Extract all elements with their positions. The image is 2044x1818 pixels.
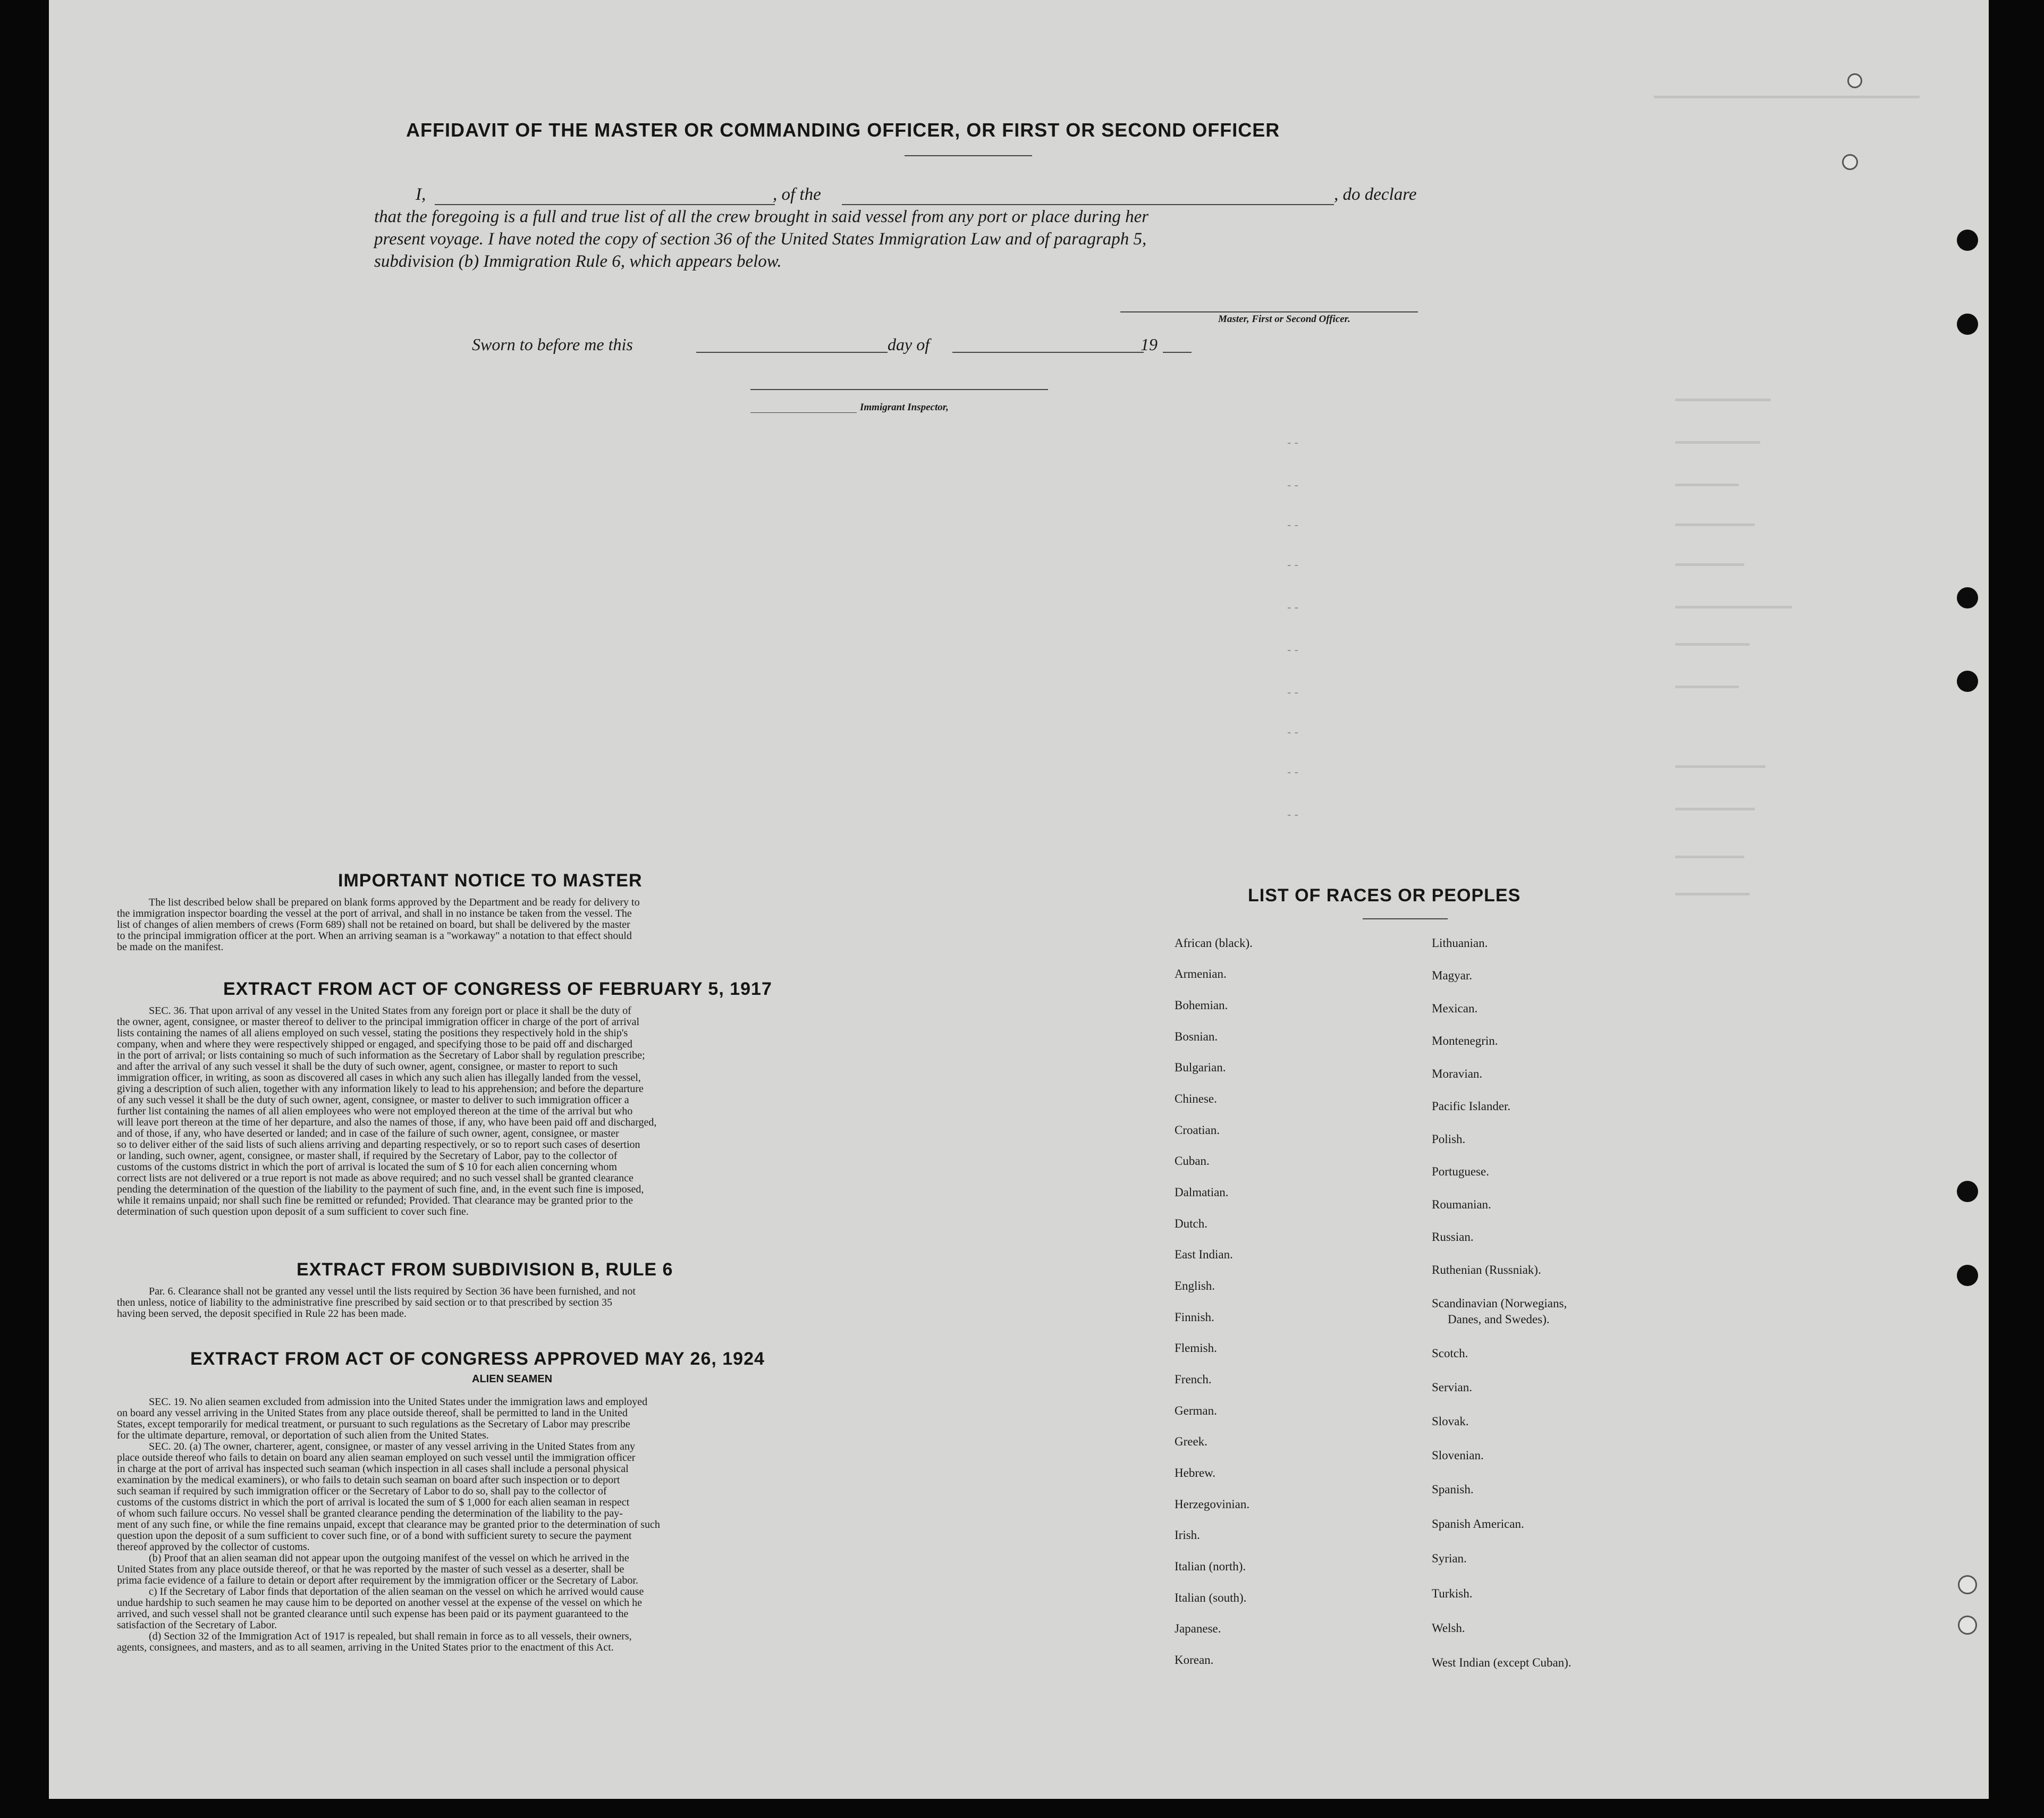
race-item: Magyar. xyxy=(1432,969,1473,982)
race-item: African (black). xyxy=(1175,936,1253,950)
extract-1924-line: (b) Proof that an alien seaman did not appear upon the outgoing manifest of the vessel on which he arrived in the xyxy=(149,1552,629,1564)
extract-1924-line: in charge at the port of arrival has inspected such seaman (which inspection in all cases shall include a personal physical xyxy=(117,1463,629,1475)
affidavit-of-the: , of the xyxy=(773,185,821,204)
race-item: Armenian. xyxy=(1175,967,1227,980)
rule6-line: Par. 6. Clearance shall not be granted any vessel until the lists required by Section 36 have been furnished, and not xyxy=(149,1286,636,1297)
extract-1924-line: undue hardship to such seamen he may cause him to be deported on another vessel at the expense of the vessel on which he xyxy=(117,1597,643,1609)
race-item: Portuguese. xyxy=(1432,1165,1489,1178)
extract-1917-line: and of those, if any, who have deserted or landed; and in case of the failure of such owner, agent, consignee, or master xyxy=(117,1128,619,1139)
race-item: Turkish. xyxy=(1432,1587,1473,1600)
races-heading: LIST OF RACES OR PEOPLES xyxy=(1248,885,1521,906)
race-item: German. xyxy=(1175,1404,1217,1417)
rule6-body xyxy=(117,1286,930,1320)
manifest-page: - - - - - - - - - - - - - - - - - - - - AFFIDAVIT OF THE MASTER OR COMMANDING OFFICER, OR FIRST OR SECOND OFFICER I, , of the , do declare that the foregoing is a full and true list of all the crew brought in said vessel from any port or place during her present voyage. I have noted the copy of section 36 of the United States Immigration Law and of paragraph 5, subdivision (b) Immigration Rule 6, which appears below. Master, First or Second Officer. Sworn to before me this day of 19 Immigrant Inspector, IMPORTANT NOTICE TO MASTER The list described below shall be prepared on blank forms approved by the Department and be ready for delivery to the immigration inspector boarding the vessel at the port of arrival, and shall in no instance be taken from the vessel. The list of changes of alien members of crews (Form 689) shall not be retained on board, but shall be delivered by the master to the principal immigration officer at the port. When an arriving seaman is a "workaway" a notation to that effect should be made on the manifest. EXTRACT FROM ACT OF CONGRESS OF FEBRUARY 5, 1917 SEC. 36. That upon arrival of any vessel in the United States from any foreign port or place it shall be the duty of the owner, agent, consignee, or master thereof to deliver to the principal immigration officer in charge of the port of arrival lists containing the names of all aliens employed on such vessel, stating the positions they respectively hold in the ship's company, when and where they were respectively shipped or engaged, and specifying those to be paid off and discharged in the port of arrival; or lists containing so much of such information as the Secretary of Labor shall by regulation prescribe; and after the arrival of any such vessel it shall be the duty of such owner, agent, consignee, or master to report to such immigration officer, in writing, as soon as discovered all cases in which any such alien has illegally landed from the vessel, giving a description of such alien, together with any information likely to lead to his apprehension; and before the departure of any such vessel it shall be the duty of such owner, agent, consignee, or master to deliver to such immigration officer a further list containing the names of all alien employees who were not employed thereon at the time of the arrival but who will leave port thereon at the time of her departure, and also the names of those, if any, who have been paid off and discharged, and of those, if any, who have deserted or landed; and in case of the failure of such owner, agent, consignee, or master so to deliver either of the said lists of such aliens arriving and departing respectively, or so to report such cases of desertion or landing, such owner, agent, consignee, or master shall, if required by the Secretary of Labor, pay to the collector of customs of the customs district in which the port of arrival is located the sum of $ 10 for each alien concerning whom correct lists are not delivered or a true report is not made as above required; and no such vessel shall be granted clearance pending the determination of the question of the liability to the payment of such fine, and, in the event such fine is imposed, while it remains unpaid; nor shall such fine be remitted or refunded; Provided. That clearance may be granted prior to the determination of such question upon deposit of a sum sufficient to cover such fine. EXTRACT FROM SUBDIVISION B, RULE 6 Par. 6. Clearance shall not be granted any vessel until the lists required by Section 36 have been furnished, and not then unless, notice of liability to the administrative fine prescribed by said section or to that prescribed by section 35 having been served, the deposit specified in Rule 22 has been made. EXTRACT FROM ACT OF CONGRESS APPROVED MAY 26, 1924 ALIEN SEAMEN SEC. 19. No alien seamen excluded from admission into the United States under the immigration laws and employed on board any vessel arriving in the United States from any place outside thereof, shall be permitted to land in the United States, except temporarily for medical treatment, or pursuant to such regulations as the Secretary of Labor may prescribe for the ultimate departure, removal, or deportation of such alien from the United States. SEC. 20. (a) The owner, charterer, agent, consignee, or master of any vessel arriving in the United States from any place outside thereof who fails to detain on board any alien seaman employed on such vessel until the immigration officer in charge at the port of arrival has inspected such seaman (which inspection in all cases shall include a personal physical examination by the medical examiners), or who fails to detain such seaman on board after such inspection or to deport such seaman if required by such immigration officer or the Secretary of Labor to do so, shall pay to the collector of customs of the customs district in which the port of arrival is located the sum of $ 1,000 for each alien seaman in respect of whom such failure occurs. No vessel shall be granted clearance pending the determination of the liability to the pay- ment of any such fine, or while the fine remains unpaid, except that clearance may be granted prior to the determination of such question upon the deposit of a sum sufficient to cover such fine, or of a bond with sufficient surety to secure the payment thereof approved by the collector of customs. (b) Proof that an alien seaman did not appear upon the outgoing manifest of the vessel on which he arrived in the United States from any place outside thereof, or that he was reported by the master of such vessel as a deserter, shall be prima facie evidence of a failure to detain or deport after requirement by the immigration officer or the Secretary of Labor. c) If the Secretary of Labor finds that deportation of the alien seaman on the vessel on which he arrived would cause undue hardship to such seamen he may cause him to be deported on another vessel at the expense of the vessel on which he arrived, and such vessel shall not be granted clearance until such expense has been paid or its payment guaranteed to the satisfaction of the Secretary of Labor. (d) Section 32 of the Immigration Act of 1917 is repealed, but shall remain in force as to all vessels, their owners, agents, consignees, and masters, and as to all seamen, arriving in the United States prior to the enactment of this Act. LIST OF RACES OR PEOPLES African (black). Armenian. Bohemian. Bosnian. Bulgarian. Chinese. Croatian. Cuban. Dalmatian. Dutch. East Indian. English. Finnish. Flemish. French. German. Greek. Hebrew. Herzegovinian. Irish. Italian (north). Italian (south). Japanese. Korean. Lithuanian. Magyar. Mexican. Montenegrin. Moravian. Pacific Islander. Polish. Portuguese. Roumanian. Russian. Ruthenian (Russniak). Scandinavian (Norwegians, Danes, and Swedes). Scotch. Servian. Slovak. Slovenian. Spanish. Spanish American. Syrian. Turkish. Welsh. West Indian (except Cuban). xyxy=(49,0,1989,1799)
extract-1917-line: pending the determination of the question of the liability to the payment of such fine, and, in the event such fine is imposed, xyxy=(117,1183,644,1195)
notice-line: be made on the manifest. xyxy=(117,941,224,953)
extract-1917-line: SEC. 36. That upon arrival of any vessel in the United States from any foreign port or place it shall be the duty of xyxy=(149,1005,631,1017)
race-item: Spanish. xyxy=(1432,1483,1474,1496)
race-item: Moravian. xyxy=(1432,1067,1483,1080)
race-item: Danes, and Swedes). xyxy=(1448,1313,1550,1326)
extract-1924-heading: EXTRACT FROM ACT OF CONGRESS APPROVED MAY 26, 1924 xyxy=(190,1349,765,1369)
extract-1924-line: question upon the deposit of a sum sufficient to cover such fine, or of a bond with sufficient surety to secure the payment xyxy=(117,1530,632,1542)
race-item: Italian (north). xyxy=(1175,1560,1246,1573)
day-of-label: day of xyxy=(888,335,930,354)
rule6-line: then unless, notice of liability to the administrative fine prescribed by said section or to that prescribed by section 35 xyxy=(117,1297,612,1308)
punch-hole-icon xyxy=(1957,587,1978,608)
extract-1917-line: and after the arrival of any such vessel it shall be the duty of such owner, agent, consignee, or master to report to such xyxy=(117,1061,618,1072)
punch-hole-ring-icon xyxy=(1847,73,1862,88)
name-blank-line[interactable] xyxy=(435,204,775,205)
notice-line: to the principal immigration officer at the port. When an arriving seaman is a "workaway" a notation to that effect should xyxy=(117,930,632,942)
notice-body xyxy=(117,897,930,953)
punch-hole-ring-icon xyxy=(1958,1616,1977,1635)
race-item: East Indian. xyxy=(1175,1248,1233,1261)
extract-1924-line: such seaman if required by such immigration officer or the Secretary of Labor to do so, shall pay to the collector of xyxy=(117,1485,607,1497)
race-item: Scandinavian (Norwegians, xyxy=(1432,1297,1567,1310)
rule6-heading: EXTRACT FROM SUBDIVISION B, RULE 6 xyxy=(297,1259,673,1280)
inspector-prefix-line xyxy=(750,412,857,413)
race-item: Bosnian. xyxy=(1175,1030,1218,1043)
race-item: Irish. xyxy=(1175,1528,1200,1542)
extract-1917-body xyxy=(117,1005,930,1217)
year-label: 19 xyxy=(1141,335,1158,354)
extract-1917-line: determination of such question upon deposit of a sum sufficient to cover such fine. xyxy=(117,1206,469,1217)
punch-hole-icon xyxy=(1957,1181,1978,1202)
notice-heading: IMPORTANT NOTICE TO MASTER xyxy=(338,870,643,891)
extract-1924-line: agents, consignees, and masters, and as to all seamen, arriving in the United States prior to the enactment of this Act. xyxy=(117,1642,614,1653)
extract-1924-line: United States from any place outside thereof, or that he was reported by the master of such vessel as a deserter, shall be xyxy=(117,1563,624,1575)
race-item: Dalmatian. xyxy=(1175,1186,1229,1199)
punch-hole-icon xyxy=(1957,230,1978,251)
extract-1924-line: SEC. 20. (a) The owner, charterer, agent, consignee, or master of any vessel arriving in the United States from any xyxy=(149,1441,635,1452)
master-caption: Master, First or Second Officer. xyxy=(1218,314,1350,325)
extract-1917-line: in the port of arrival; or lists containing so much of such information as the Secretary of Labor shall by regulation prescribe; xyxy=(117,1050,645,1061)
extract-1917-heading: EXTRACT FROM ACT OF CONGRESS OF FEBRUARY 5, 1917 xyxy=(223,979,772,999)
extract-1924-line: satisfaction of the Secretary of Labor. xyxy=(117,1619,277,1631)
affidavit-heading: AFFIDAVIT OF THE MASTER OR COMMANDING OFFICER, OR FIRST OR SECOND OFFICER xyxy=(406,119,1280,141)
extract-1924-line: (d) Section 32 of the Immigration Act of 1917 is repealed, but shall remain in force as to all vessels, their owners, xyxy=(149,1630,632,1642)
extract-1924-line: c) If the Secretary of Labor finds that deportation of the alien seaman on the vessel on which he arrived would cause xyxy=(149,1586,644,1597)
sworn-year-blank[interactable] xyxy=(1163,352,1192,353)
race-item: Slovenian. xyxy=(1432,1449,1484,1462)
extract-1924-subheading: ALIEN SEAMEN xyxy=(472,1373,553,1385)
punch-hole-icon xyxy=(1957,314,1978,335)
sworn-label: Sworn to before me this xyxy=(472,335,633,354)
race-item: Finnish. xyxy=(1175,1310,1214,1324)
race-item: English. xyxy=(1175,1279,1215,1292)
race-item: Pacific Islander. xyxy=(1432,1100,1511,1113)
extract-1917-line: so to deliver either of the said lists of such aliens arriving and departing respectively, or so to report such cases of desertion xyxy=(117,1139,640,1151)
race-item: Slovak. xyxy=(1432,1415,1469,1428)
extract-1917-line: while it remains unpaid; nor shall such fine be remitted or refunded; Provided. That clearance may be granted prior to the xyxy=(117,1195,633,1206)
race-item: Lithuanian. xyxy=(1432,936,1488,950)
race-item: Servian. xyxy=(1432,1381,1473,1394)
extract-1924-line: SEC. 19. No alien seamen excluded from admission into the United States under the immigration laws and employed xyxy=(149,1396,648,1408)
race-item: French. xyxy=(1175,1373,1212,1386)
race-item: Mexican. xyxy=(1432,1002,1478,1015)
race-item: Cuban. xyxy=(1175,1154,1210,1168)
extract-1924-line: arrived, and such vessel shall not be granted clearance until such expense has been paid or its payment guaranteed to the xyxy=(117,1608,629,1620)
affidavit-i: I, xyxy=(416,185,426,204)
affidavit-body-line-3: present voyage. I have noted the copy of section 36 of the United States Immigration Law and of paragraph 5, xyxy=(374,230,1147,249)
extract-1917-line: will leave port thereon at the time of her departure, and also the names of those, if any, who have been paid off and discharged, xyxy=(117,1117,657,1128)
extract-1924-line: ment of any such fine, or while the fine remains unpaid, except that clearance may be granted prior to the determination of such xyxy=(117,1519,660,1530)
notice-line: the immigration inspector boarding the vessel at the port of arrival, and shall in no instance be taken from the vessel. The xyxy=(117,908,632,919)
extract-1924-line: prima facie evidence of a failure to detain or deport after requirement by the immigration officer or the Secretary of Labor. xyxy=(117,1575,638,1586)
affidavit-body-line-2: that the foregoing is a full and true list of all the crew brought in said vessel from any port or place during her xyxy=(374,207,1149,226)
race-item: Bohemian. xyxy=(1175,999,1228,1012)
notice-line: The list described below shall be prepared on blank forms approved by the Department and be ready for delivery to xyxy=(149,897,640,908)
extract-1917-line: customs of the customs district in which the port of arrival is located the sum of $ 10 for each alien concerning whom xyxy=(117,1161,617,1173)
extract-1924-line: thereof approved by the collector of customs. xyxy=(117,1541,310,1553)
race-item: Montenegrin. xyxy=(1432,1034,1498,1047)
race-item: Roumanian. xyxy=(1432,1198,1491,1211)
extract-1924-line: of whom such failure occurs. No vessel shall be granted clearance pending the determination of the liability to the pay- xyxy=(117,1508,623,1519)
punch-hole-ring-icon xyxy=(1842,154,1858,170)
inspector-signature-line[interactable] xyxy=(750,389,1048,390)
master-signature-line[interactable] xyxy=(1120,311,1418,312)
extract-1917-line: correct lists are not delivered or a true report is not made as above required; and no such vessel shall be granted clearance xyxy=(117,1172,634,1184)
race-item: Korean. xyxy=(1175,1653,1214,1667)
race-item: Italian (south). xyxy=(1175,1591,1247,1604)
race-item: Spanish American. xyxy=(1432,1517,1524,1530)
extract-1924-line: States, except temporarily for medical treatment, or pursuant to such regulations as the Secretary of Labor may prescribe xyxy=(117,1418,630,1430)
race-item: Japanese. xyxy=(1175,1622,1221,1635)
extract-1917-line: further list containing the names of all alien employees who were not employed thereon at the time of the arrival but who xyxy=(117,1105,633,1117)
extract-1917-line: giving a description of such alien, together with any information likely to lead to his apprehension; and before the departure xyxy=(117,1083,644,1095)
affidavit-body-line-4: subdivision (b) Immigration Rule 6, which appears below. xyxy=(374,252,782,271)
punch-hole-ring-icon xyxy=(1958,1575,1977,1594)
race-item: Chinese. xyxy=(1175,1092,1217,1105)
races-heading-rule xyxy=(1363,918,1448,919)
race-item: Bulgarian. xyxy=(1175,1061,1226,1074)
race-item: Welsh. xyxy=(1432,1621,1465,1635)
race-item: Flemish. xyxy=(1175,1341,1217,1355)
race-item: Croatian. xyxy=(1175,1123,1220,1137)
race-item: Syrian. xyxy=(1432,1552,1467,1565)
extract-1917-line: or landing, such owner, agent, consignee, or master shall, if required by the Secretary of Labor, pay to the collector of xyxy=(117,1150,618,1162)
sworn-day-blank[interactable] xyxy=(696,352,888,353)
vessel-blank-line[interactable] xyxy=(842,204,1334,205)
extract-1917-line: of any such vessel it shall be the duty of such owner, agent, consignee, or master to deliver to such immigration officer a xyxy=(117,1094,629,1106)
extract-1924-line: place outside thereof who fails to detain on board any alien seaman employed on such vessel until the immigration officer xyxy=(117,1452,636,1464)
race-item: Greek. xyxy=(1175,1435,1207,1448)
punch-hole-icon xyxy=(1957,671,1978,692)
race-item: Dutch. xyxy=(1175,1217,1207,1230)
affidavit-heading-rule xyxy=(905,155,1032,156)
race-item: Hebrew. xyxy=(1175,1466,1216,1479)
race-item: West Indian (except Cuban). xyxy=(1432,1656,1572,1669)
rule6-line: having been served, the deposit specified in Rule 22 has been made. xyxy=(117,1308,407,1320)
race-item: Ruthenian (Russniak). xyxy=(1432,1263,1541,1276)
race-item: Polish. xyxy=(1432,1132,1466,1146)
inspector-caption: Immigrant Inspector, xyxy=(860,402,949,413)
race-item: Scotch. xyxy=(1432,1347,1468,1360)
affidavit-declare: , do declare xyxy=(1334,185,1417,204)
extract-1917-line: the owner, agent, consignee, or master thereof to deliver to the principal immigration officer in charge of the port of arrival xyxy=(117,1016,640,1028)
extract-1924-line: on board any vessel arriving in the United States from any place outside thereof, shall be permitted to land in the United xyxy=(117,1407,628,1419)
notice-line: list of changes of alien members of crews (Form 689) shall not be retained on board, but shall be delivered by the master xyxy=(117,919,630,931)
extract-1917-line: lists containing the names of all aliens employed on such vessel, stating the positions they respectively hold in the ship's xyxy=(117,1027,628,1039)
extract-1924-body xyxy=(117,1397,930,1653)
punch-hole-icon xyxy=(1957,1265,1978,1286)
extract-1917-line: company, when and where they were respectively shipped or engaged, and specifying those to be paid off and discharged xyxy=(117,1038,632,1050)
sworn-month-blank[interactable] xyxy=(952,352,1144,353)
race-item: Herzegovinian. xyxy=(1175,1498,1250,1511)
extract-1924-line: customs of the customs district in which the port of arrival is located the sum of $ 1,000 for each alien seaman in respect xyxy=(117,1496,630,1508)
extract-1917-line: immigration officer, in writing, as soon as discovered all cases in which any such alien has illegally landed from the vessel, xyxy=(117,1072,641,1084)
extract-1924-line: examination by the medical examiners), or who fails to detain such seaman on board after such inspection or to deport xyxy=(117,1474,620,1486)
race-item: Russian. xyxy=(1432,1230,1474,1244)
extract-1924-line: for the ultimate departure, removal, or deportation of such alien from the United States. xyxy=(117,1430,489,1441)
